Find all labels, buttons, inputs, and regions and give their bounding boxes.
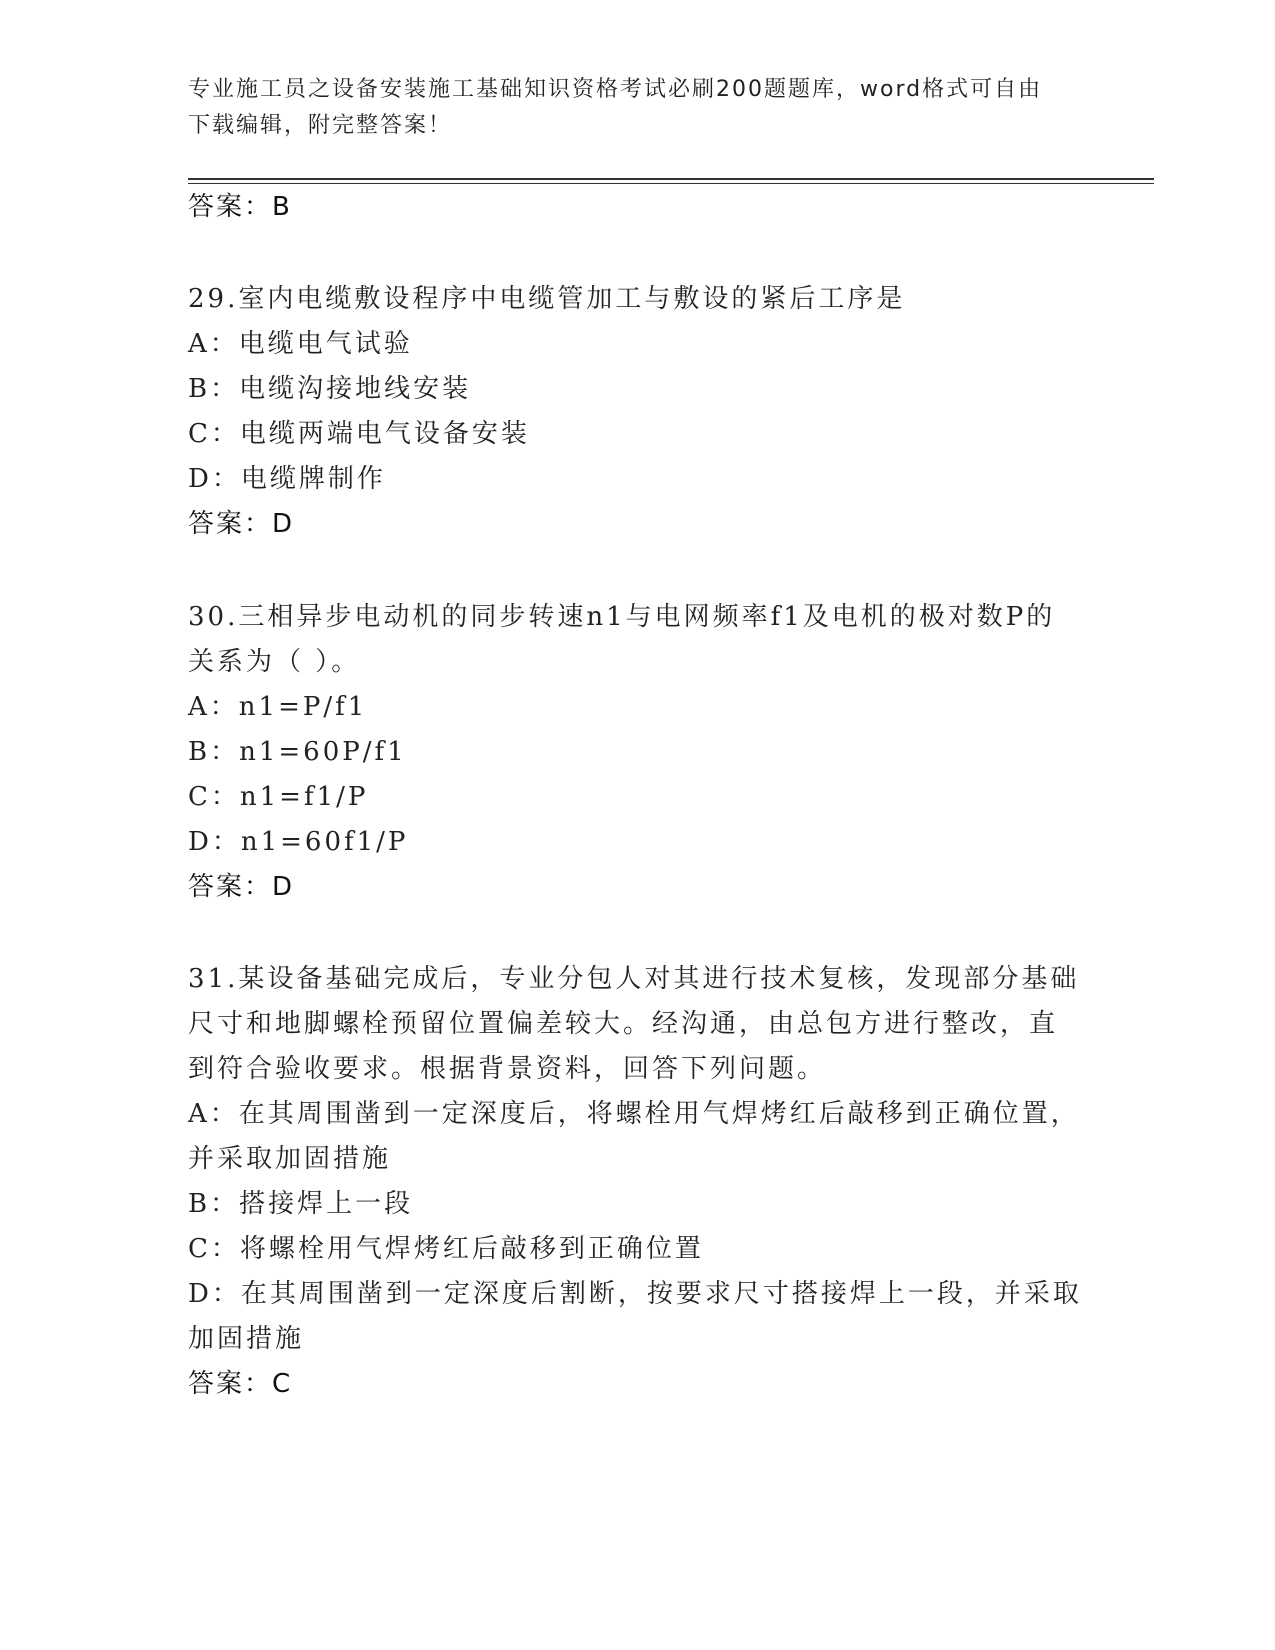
q29-option-a: A：电缆电气试验 bbox=[188, 329, 413, 359]
q30-stem-line-2: 关系为（ ）。 bbox=[188, 647, 361, 677]
q31-stem-line-1: 31.某设备基础完成后，专业分包人对其进行技术复核，发现部分基础 bbox=[188, 964, 1080, 994]
q31-option-a-line-1: A：在其周围凿到一定深度后，将螺栓用气焊烤红后敲移到正确位置， bbox=[188, 1099, 1080, 1129]
previous-answer: 答案：B bbox=[188, 192, 292, 222]
q30-option-c: C：n1=f1/P bbox=[188, 782, 369, 812]
q31-answer: 答案：C bbox=[188, 1369, 293, 1399]
q31-stem-line-2: 尺寸和地脚螺栓预留位置偏差较大。经沟通，由总包方进行整改，直 bbox=[188, 1009, 1059, 1039]
q30-option-d: D：n1=60f1/P bbox=[188, 827, 409, 857]
header-line-2: 下载编辑，附完整答案！ bbox=[188, 113, 453, 138]
q31-option-a-line-2: 并采取加固措施 bbox=[188, 1144, 392, 1174]
q29-answer: 答案：D bbox=[188, 509, 295, 539]
document-header bbox=[188, 72, 1088, 144]
header-line-1: 专业施工员之设备安装施工基础知识资格考试必刷200题题库，word格式可自由 bbox=[188, 77, 1043, 102]
q29-stem: 29.室内电缆敷设程序中电缆管加工与敷设的紧后工序是 bbox=[188, 284, 906, 314]
q31-stem-line-3: 到符合验收要求。根据背景资料，回答下列问题。 bbox=[188, 1054, 827, 1084]
q29-option-b: B：电缆沟接地线安装 bbox=[188, 374, 472, 404]
q31-option-b: B：搭接焊上一段 bbox=[188, 1189, 414, 1219]
q29-option-c: C：电缆两端电气设备安装 bbox=[188, 419, 530, 449]
q31-option-d-line-1: D：在其周围凿到一定深度后割断，按要求尺寸搭接焊上一段，并采取 bbox=[188, 1279, 1082, 1309]
q31-option-c: C：将螺栓用气焊烤红后敲移到正确位置 bbox=[188, 1234, 704, 1264]
q29-option-d: D：电缆牌制作 bbox=[188, 464, 386, 494]
header-divider bbox=[188, 178, 1154, 180]
header-divider-thin bbox=[188, 183, 1154, 184]
q30-stem-line-1: 30.三相异步电动机的同步转速n1与电网频率f1及电机的极对数P的 bbox=[188, 602, 1056, 632]
q30-option-a: A：n1=P/f1 bbox=[188, 692, 368, 722]
q31-option-d-line-2: 加固措施 bbox=[188, 1324, 305, 1354]
q30-option-b: B：n1=60P/f1 bbox=[188, 737, 407, 767]
q30-answer: 答案：D bbox=[188, 872, 295, 902]
